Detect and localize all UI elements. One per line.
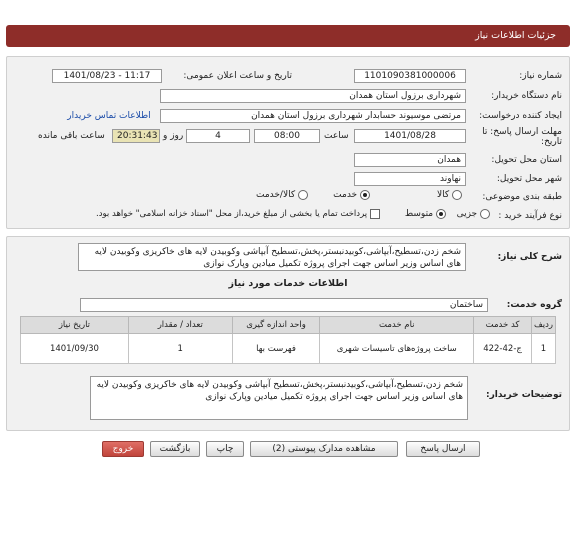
cell-service-code: ج-42-422 — [474, 334, 532, 364]
creator-label: ایجاد کننده درخواست: — [479, 111, 562, 121]
cell-need-date: 1401/09/30 — [21, 334, 129, 364]
reply-button[interactable]: ارسال پاسخ — [406, 441, 480, 457]
deadline-time: 08:00 — [254, 129, 320, 143]
category-goods-label: کالا — [436, 190, 450, 200]
announce-value: 1401/08/23 - 11:17 — [52, 69, 162, 83]
cell-unit: فهرست بها — [232, 334, 320, 364]
radio-service[interactable] — [360, 190, 370, 200]
col-row: ردیف — [532, 317, 556, 334]
summary-text: شخم زدن،تسطیح،آبپاشی،کوبیدنبستر،پخش،تسطیح آبپاشی وکوبیدن لایه های خاکریزی وکوبیدن لایه های اساس وزیر اساس جهت اجرای پروژه تکمیل میادین وپارک نوازی — [78, 243, 466, 271]
table-row — [21, 334, 556, 364]
process-option-medium[interactable] — [405, 209, 446, 220]
remaining-label: ساعت باقی مانده — [38, 131, 105, 141]
cell-quantity: 1 — [128, 334, 232, 364]
process-option-minor[interactable] — [457, 209, 490, 220]
radio-medium[interactable] — [436, 209, 446, 219]
payment-note: پرداخت تمام یا بخشی از مبلغ خرید،از محل "اسناد خزانه اسلامی" خواهد بود. — [96, 209, 368, 219]
back-button[interactable]: بازگشت — [150, 441, 200, 457]
days-label: روز و — [163, 131, 184, 141]
city-label: شهر محل تحویل: — [496, 174, 562, 184]
radio-minor[interactable] — [480, 209, 490, 219]
page-header — [6, 25, 570, 47]
table-header-row — [21, 317, 556, 334]
buyer-notes-label: توضیحات خریدار: — [486, 390, 562, 400]
services-table — [20, 316, 556, 364]
need-number-label: شماره نیاز: — [519, 71, 562, 81]
radio-goods-service[interactable] — [298, 190, 308, 200]
process-medium-label: متوسط — [404, 209, 434, 219]
city-value: نهاوند — [354, 172, 466, 186]
deadline-label — [470, 127, 562, 147]
exit-button[interactable]: خروج — [102, 441, 144, 457]
category-option-goods-service[interactable] — [256, 190, 308, 201]
col-service-code: کد خدمت — [474, 317, 532, 334]
attachments-button[interactable]: مشاهده مدارک پیوستی (2) — [250, 441, 398, 457]
group-value: ساختمان — [80, 298, 488, 312]
services-title: اطلاعات خدمات مورد نیاز — [228, 278, 348, 289]
category-option-service[interactable] — [333, 190, 370, 201]
col-quantity: تعداد / مقدار — [128, 317, 232, 334]
deadline-label-text: مهلت ارسال پاسخ: تا تاریخ: — [482, 127, 562, 147]
group-label: گروه خدمت: — [506, 300, 562, 310]
province-value: همدان — [354, 153, 466, 167]
category-label: طبقه بندی موضوعی: — [482, 192, 562, 202]
buyer-notes-text: شخم زدن،تسطیح،آبپاشی،کوبیدنبستر،پخش،تسطیح آبپاشی وکوبیدن لایه های خاکریزی وکوبیدن لایه های اساس وزیر اساس جهت اجرای پروژه تکمیل میادین وپارک نوازی — [90, 376, 468, 420]
col-need-date: تاریخ نیاز — [21, 317, 129, 334]
services-table-wrap — [20, 316, 556, 364]
col-service-name: نام خدمت — [320, 317, 474, 334]
summary-label: شرح کلی نیاز: — [497, 252, 562, 262]
need-number-value: 1101090381000006 — [354, 69, 466, 83]
payment-checkbox[interactable] — [370, 209, 380, 219]
radio-goods[interactable] — [452, 190, 462, 200]
process-minor-label: جزیی — [456, 209, 478, 219]
time-label: ساعت — [324, 131, 349, 141]
category-service-label: خدمت — [333, 190, 358, 200]
category-option-goods[interactable] — [437, 190, 462, 201]
print-button[interactable]: چاپ — [206, 441, 244, 457]
contact-buyer-link[interactable]: اطلاعات تماس خریدار — [67, 111, 151, 121]
creator-value: مرتضی موسیوند حسابدار شهرداری برزول استان همدان — [160, 109, 466, 123]
buyer-value: شهرداری برزول استان همدان — [160, 89, 466, 103]
payment-option[interactable] — [96, 209, 380, 220]
deadline-date: 1401/08/28 — [354, 129, 466, 143]
cell-row: 1 — [532, 334, 556, 364]
col-unit: واحد اندازه گیری — [232, 317, 320, 334]
process-label: نوع فرآیند خرید : — [498, 211, 562, 221]
category-goods-service-label: کالا/خدمت — [255, 190, 296, 200]
days-value: 4 — [186, 129, 250, 143]
buyer-label: نام دستگاه خریدار: — [491, 91, 562, 101]
announce-label: تاریخ و ساعت اعلان عمومی: — [183, 71, 292, 81]
remaining-time: 20:31:43 — [112, 129, 160, 143]
province-label: استان محل تحویل: — [491, 155, 562, 165]
page-title: جزئیات اطلاعات نیاز — [475, 30, 556, 41]
cell-service-name: ساخت پروژه‌های تاسیسات شهری — [320, 334, 474, 364]
